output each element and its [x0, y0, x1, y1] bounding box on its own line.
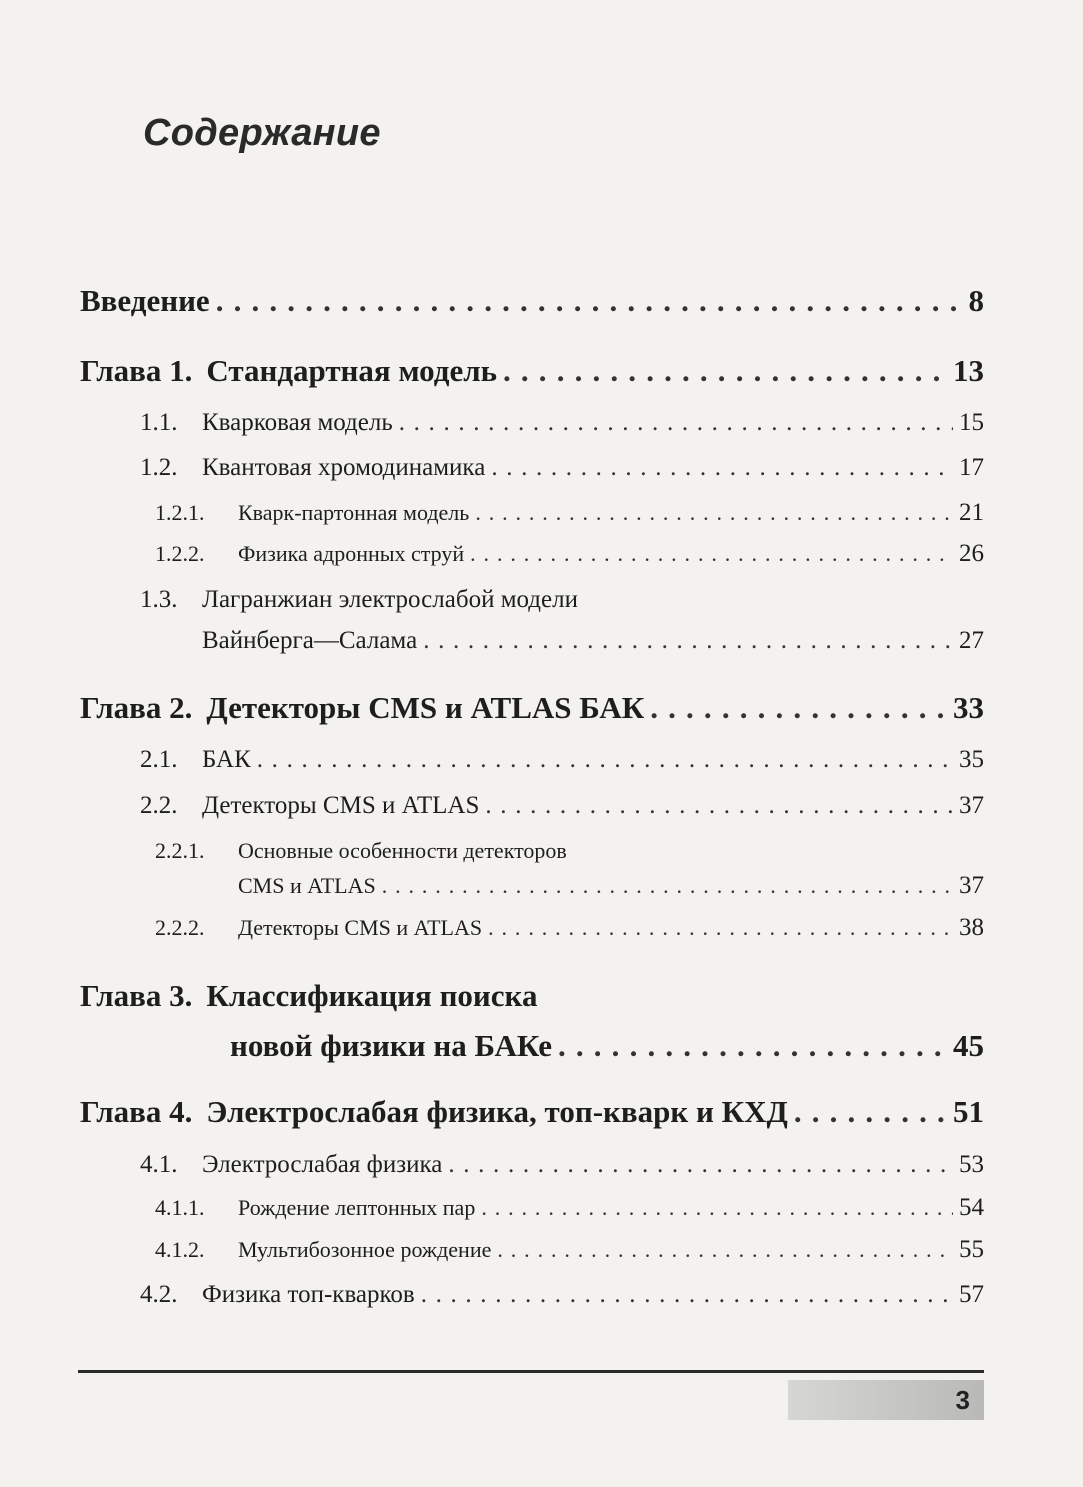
toc-page-number: 13 — [953, 353, 984, 388]
dot-leader — [794, 1094, 947, 1130]
toc-label: Мультибозонное рождение — [238, 1237, 492, 1262]
dot-leader — [650, 690, 947, 726]
toc-entry-1-1[interactable] — [140, 409, 984, 437]
toc-section-number: 4.1.1. — [155, 1195, 205, 1220]
toc-entry-intro[interactable] — [80, 283, 984, 319]
toc-page-number: 21 — [959, 499, 984, 526]
toc-label: Кварковая модель — [202, 409, 393, 436]
toc-section-number: 2.2.2. — [155, 915, 205, 940]
toc-page-number: 54 — [959, 1194, 984, 1221]
toc-section-number: 1.3. — [140, 586, 178, 613]
toc-entry-2-1[interactable] — [140, 746, 984, 774]
toc-page-number: 37 — [959, 872, 984, 899]
toc-section-number: 1.2.2. — [155, 541, 205, 566]
toc-entry-chapter-2[interactable] — [80, 690, 984, 726]
toc-label: Детекторы CMS и ATLAS БАК — [206, 690, 645, 725]
toc-section-number: 1.1. — [140, 409, 178, 436]
page-number: 3 — [955, 1385, 970, 1415]
toc-chapter-number: Глава 4. — [80, 1094, 193, 1129]
toc-label: Физика топ-кварков — [202, 1281, 415, 1308]
toc-chapter-number: Глава 3. — [80, 978, 193, 1013]
toc-page-number: 35 — [959, 746, 984, 773]
toc-page-number: 53 — [959, 1151, 984, 1178]
toc-label: CMS и ATLAS — [238, 873, 376, 898]
toc-entry-1-2-2[interactable] — [155, 540, 984, 568]
toc-section-number: 4.2. — [140, 1281, 178, 1308]
toc-entry-1-2-1[interactable] — [155, 499, 984, 527]
toc-section-number: 2.2.1. — [155, 838, 205, 863]
toc-entry-chapter-4[interactable] — [80, 1094, 984, 1130]
dot-leader — [503, 353, 947, 389]
toc-label: новой физики на БАКе — [230, 1028, 552, 1063]
toc-entry-4-1-1[interactable] — [155, 1194, 984, 1222]
dot-leader — [257, 746, 953, 774]
toc-label: БАК — [202, 746, 251, 773]
toc-label: Квантовая хромодинамика — [202, 454, 486, 481]
dot-leader — [423, 627, 953, 655]
toc-entry-2-2-2[interactable] — [155, 914, 984, 942]
toc-entry-4-1[interactable] — [140, 1151, 984, 1179]
toc-label: Основные особенности детекторов — [238, 838, 567, 863]
toc-label: Физика адронных струй — [238, 541, 465, 566]
dot-leader — [399, 409, 953, 437]
dot-leader — [475, 500, 953, 526]
toc-label: Лагранжиан электрослабой модели — [202, 586, 578, 613]
dot-leader — [448, 1151, 953, 1179]
dot-leader — [497, 1237, 953, 1263]
toc-page-number: 26 — [959, 540, 984, 567]
dot-leader — [485, 792, 953, 820]
toc-entry-2-2[interactable] — [140, 792, 984, 820]
toc-page-number: 15 — [959, 409, 984, 436]
dot-leader — [558, 1028, 947, 1064]
toc-label: Вайнберга—Салама — [202, 627, 418, 654]
toc-page-number: 51 — [953, 1094, 984, 1129]
toc-page-number: 33 — [953, 690, 984, 725]
dot-leader — [470, 541, 953, 567]
toc-page-number: 27 — [959, 627, 984, 654]
toc-label: Рождение лептонных пар — [238, 1195, 476, 1220]
toc-label: Кварк-партонная модель — [238, 500, 470, 525]
toc-section-number: 1.2. — [140, 454, 178, 481]
toc-page-number: 37 — [959, 792, 984, 819]
toc-label: Введение — [80, 283, 210, 318]
toc-page-number: 8 — [968, 283, 984, 318]
toc-chapter-number: Глава 2. — [80, 690, 193, 725]
dot-leader — [488, 915, 953, 941]
toc-label: Электрослабая физика, топ-кварк и КХД — [206, 1094, 788, 1129]
toc-entry-4-1-2[interactable] — [155, 1236, 984, 1264]
footer-rule — [78, 1370, 984, 1373]
toc-page-number: 17 — [959, 454, 984, 481]
dot-leader — [421, 1281, 953, 1309]
toc-label: Детекторы CMS и ATLAS — [202, 792, 480, 819]
dot-leader — [491, 454, 953, 482]
toc-label: Классификация поиска — [206, 978, 538, 1013]
toc-section-number: 2.2. — [140, 792, 178, 819]
toc-section-number: 1.2.1. — [155, 500, 205, 525]
dot-leader — [382, 873, 953, 899]
toc-label: Стандартная модель — [206, 353, 497, 388]
toc-page-number: 55 — [959, 1236, 984, 1263]
toc-page-number: 38 — [959, 914, 984, 941]
toc-page-number: 45 — [953, 1028, 984, 1063]
toc-label: Электрослабая физика — [202, 1151, 443, 1178]
toc-entry-1-3[interactable] — [202, 627, 984, 655]
page-title: Содержание — [143, 112, 381, 154]
toc-entry-chapter-1[interactable] — [80, 353, 984, 389]
toc-section-number: 4.1.2. — [155, 1237, 205, 1262]
toc-page-number: 57 — [959, 1281, 984, 1308]
page-number-badge — [788, 1380, 984, 1420]
toc-section-number: 4.1. — [140, 1151, 178, 1178]
toc-entry-1-2[interactable] — [140, 454, 984, 482]
toc-entry-chapter-3-line1[interactable] — [80, 978, 537, 1014]
dot-leader — [216, 283, 963, 319]
toc-section-number: 2.1. — [140, 746, 178, 773]
toc-entry-2-2-1[interactable] — [238, 872, 984, 900]
toc-entry-2-2-1-line1[interactable] — [155, 838, 567, 864]
toc-entry-1-3-line1[interactable] — [140, 586, 984, 614]
dot-leader — [481, 1195, 953, 1221]
toc-entry-chapter-3[interactable] — [230, 1028, 984, 1064]
toc-entry-4-2[interactable] — [140, 1281, 984, 1309]
toc-chapter-number: Глава 1. — [80, 353, 193, 388]
toc-label: Детекторы CMS и ATLAS — [238, 915, 483, 940]
